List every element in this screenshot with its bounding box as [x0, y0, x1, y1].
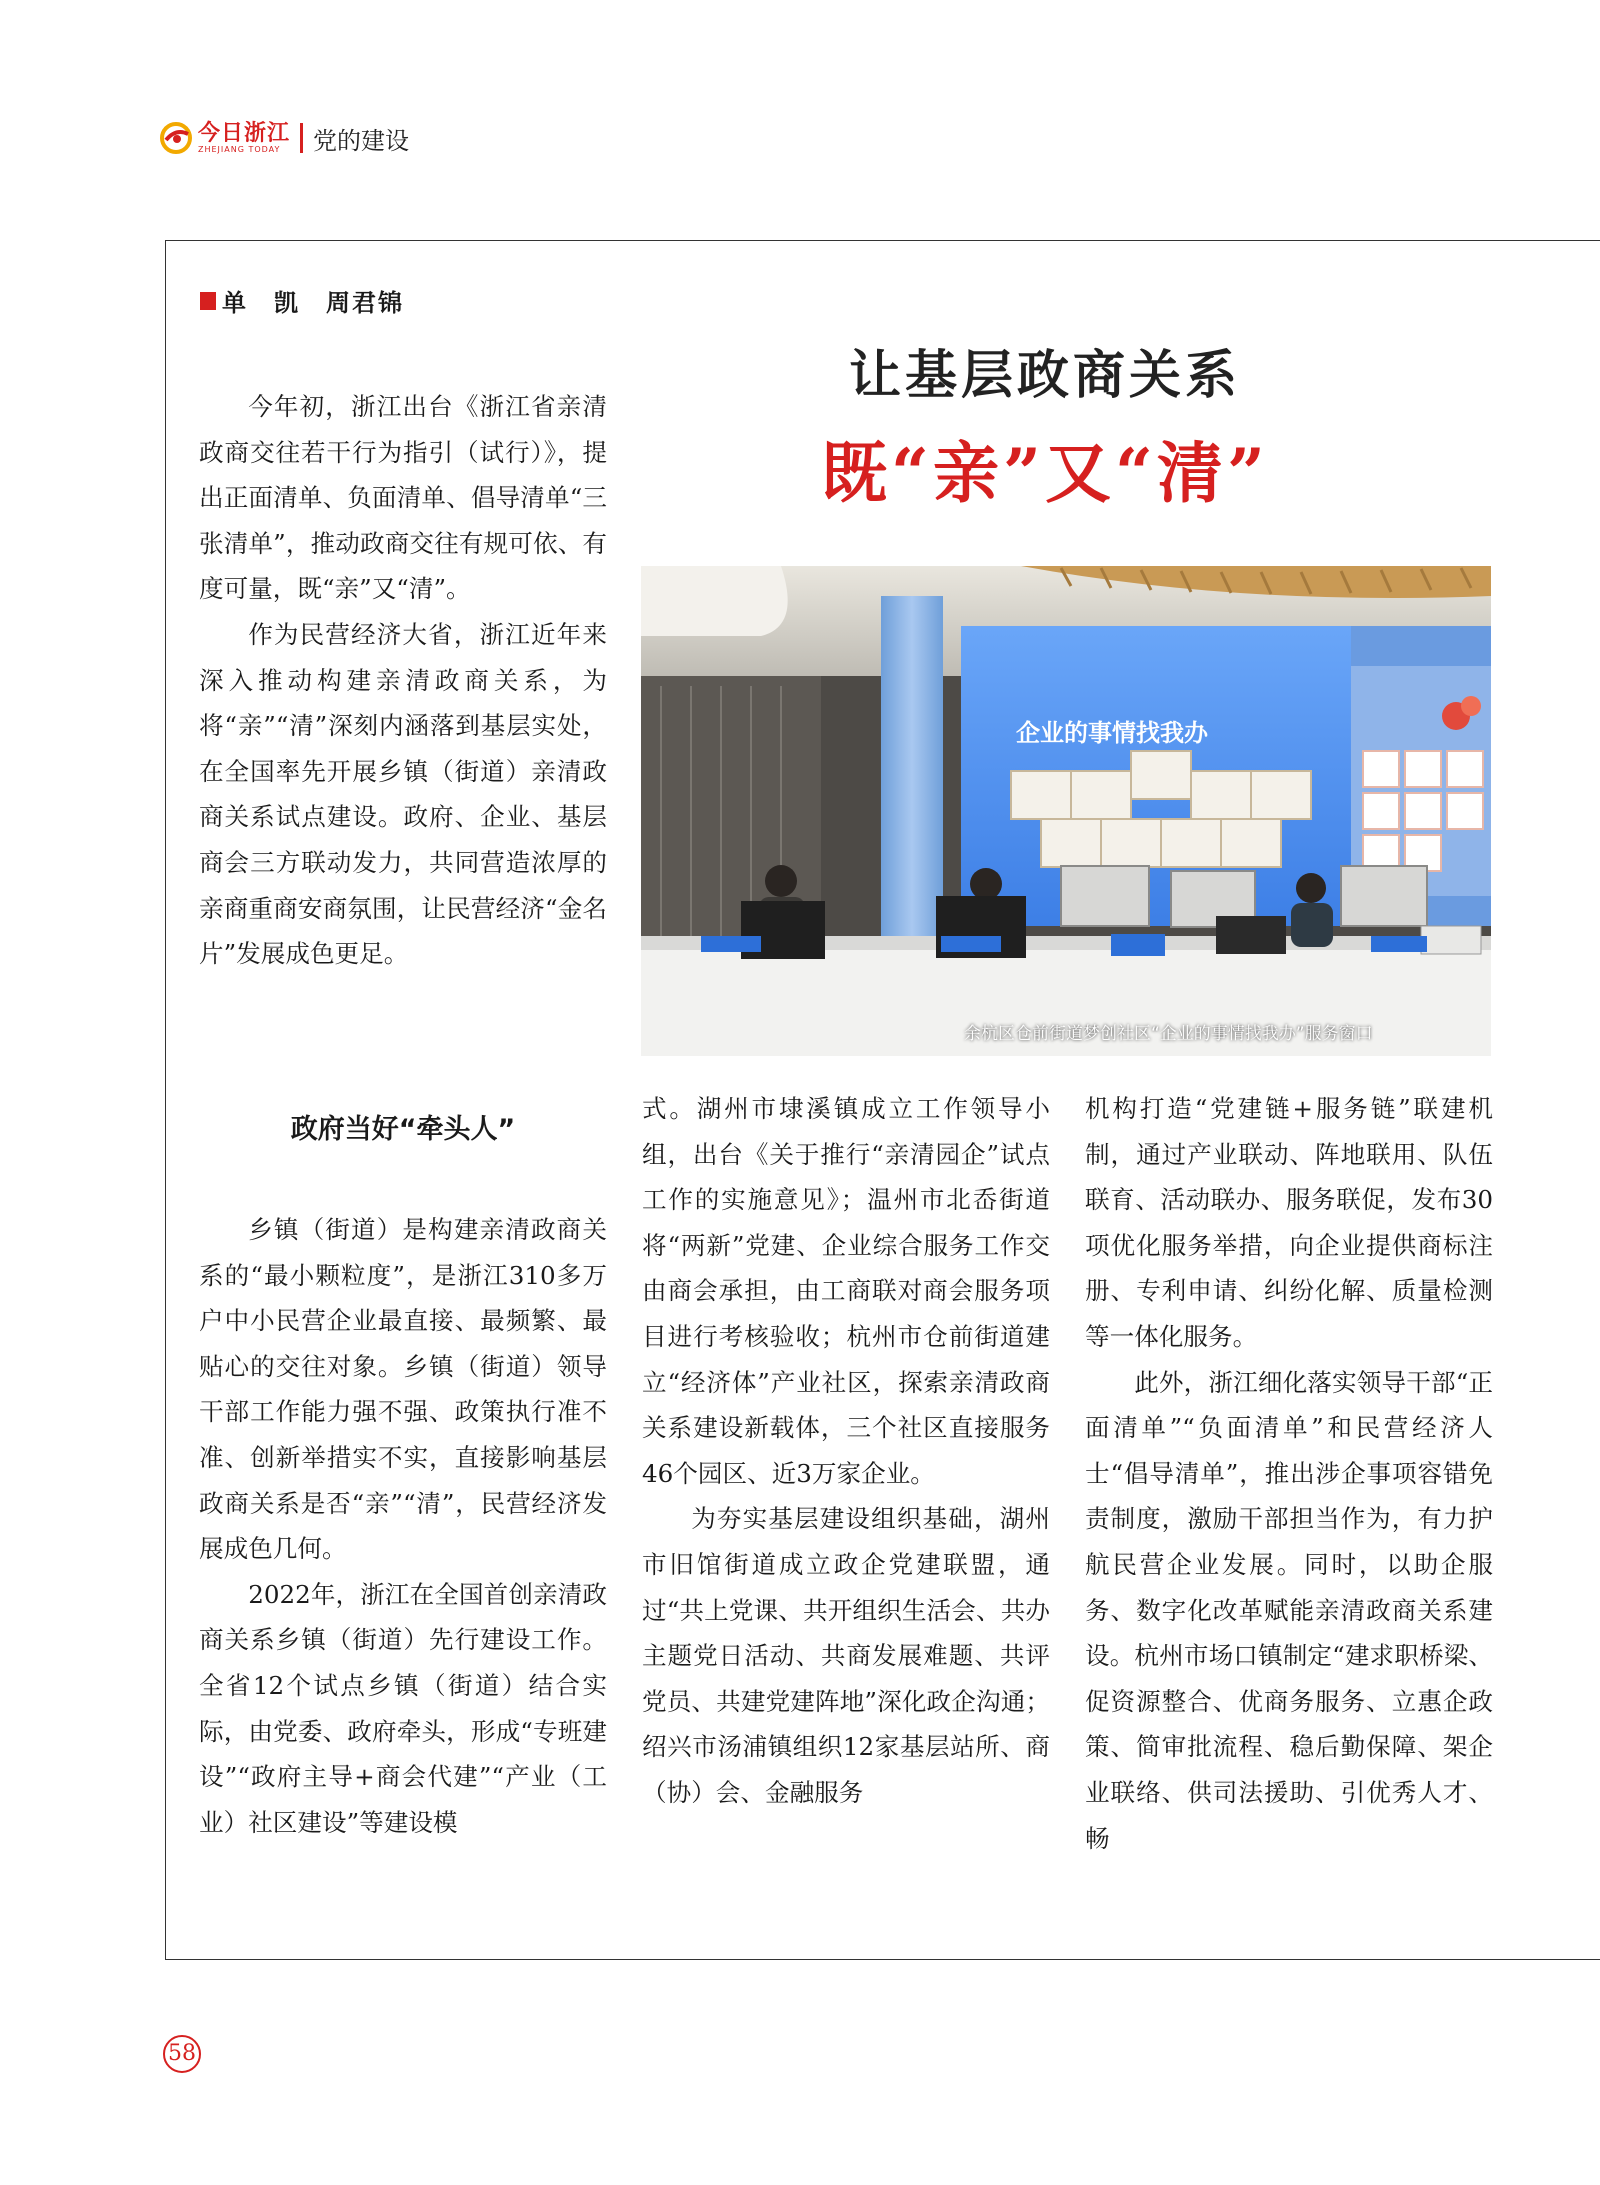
column-1-bottom: [199, 1207, 607, 1845]
byline: [200, 283, 404, 318]
section-name: 党的建设: [313, 126, 410, 155]
paragraph: 此外，浙江细化落实领导干部“正面清单”“负面清单”和民营经济人士“倡导清单”，推出涉企事项容错免责制度，激励干部担当作为，有力护航民营企业发展。同时，以助企服务、数字化改革赋能亲清政商关系建设。杭州市场口镇制定“建求职桥梁、促资源整合、优商务服务、立惠企政策、简审批流程、稳后勤保障、架企业联络、供司法援助、引优秀人才、畅: [1085, 1367, 1493, 1853]
paragraph: 乡镇（街道）是构建亲清政商关系的“最小颗粒度”，是浙江310多万户中小民营企业最直接、最频繁、最贴心的交往对象。乡镇（街道）领导干部工作能力强不强、政策执行准不准、创新举措实不实，直接影响基层政商关系是否“亲”“清”，民营经济发展成色几何。: [199, 1215, 607, 1564]
wall-slogan: 企业的事情找我办: [1016, 719, 1208, 747]
subheading: 政府当好“牵头人”: [290, 1114, 516, 1145]
logo-text: 今日浙江: [198, 120, 291, 146]
logo-icon: [160, 122, 192, 154]
paragraph-continued: 机构打造“党建链+服务链”联建机制，通过产业联动、阵地联用、队伍联育、活动联办、服务联促，发布30项优化服务举措，向企业提供商标注册、专利申请、纠纷化解、质量检测等一体化服务。: [1085, 1094, 1493, 1351]
header-divider: [300, 123, 303, 153]
logo-subtext: ZHEJIANG TODAY: [198, 145, 281, 154]
column-1-top: [199, 384, 607, 977]
logo: [198, 122, 290, 154]
column-2: [642, 1086, 1050, 1816]
paragraph: 作为民营经济大省，浙江近年来深入推动构建亲清政商关系，为将“亲”“清”深刻内涵落到基层实处，在全国率先开展乡镇（街道）亲清政商关系试点建设。政府、企业、基层商会三方联动发力，共同营造浓厚的亲商重商安商氛围，让民营经济“金名片”发展成色更足。: [199, 619, 607, 969]
paragraph-continued: 式。湖州市埭溪镇成立工作领导小组，出台《关于推行“亲清园企”试点工作的实施意见》；温州市北岙街道将“两新”党建、企业综合服务工作交由商会承担，由工商联对商会服务项目进行考核验收；杭州市仓前街道建立“经济体”产业社区，探索亲清政商关系建设新载体，三个社区直接服务46个园区、近3万家企业。: [642, 1094, 1050, 1488]
author-names: 单 凯 周君锦: [222, 289, 404, 317]
page-header: [160, 118, 409, 158]
photo-caption: 余杭区仓前街道梦创社区“企业的事情找我办”服务窗口: [964, 1024, 1373, 1044]
article-title-line1: 让基层政商关系: [848, 345, 1241, 406]
column-3: [1085, 1086, 1493, 1861]
paragraph: 为夯实基层建设组织基础，湖州市旧馆街道成立政企党建联盟，通过“共上党课、共开组织生活会、共办主题党日活动、共商发展难题、共评党员、共建党建阵地”深化政企沟通；绍兴市汤浦镇组织12家基层站所、商（协）会、金融服务: [642, 1504, 1050, 1807]
paragraph: 2022年，浙江在全国首创亲清政商关系乡镇（街道）先行建设工作。全省12个试点乡镇（街道）结合实际，由党委、政府牵头，形成“专班建设”“政府主导+商会代建”“产业（工业）社区建设”等建设模: [199, 1579, 607, 1837]
paragraph: 今年初，浙江出台《浙江省亲清政商交往若干行为指引（试行）》，提出正面清单、负面清单、倡导清单“三张清单”，推动政商交往有规可依、有度可量，既“亲”又“清”。: [199, 392, 607, 604]
article-title-line2: 既“亲”又“清”: [821, 434, 1269, 512]
article-photo: [641, 566, 1491, 1056]
page-number: 58: [163, 2035, 201, 2073]
byline-marker: [200, 292, 216, 310]
